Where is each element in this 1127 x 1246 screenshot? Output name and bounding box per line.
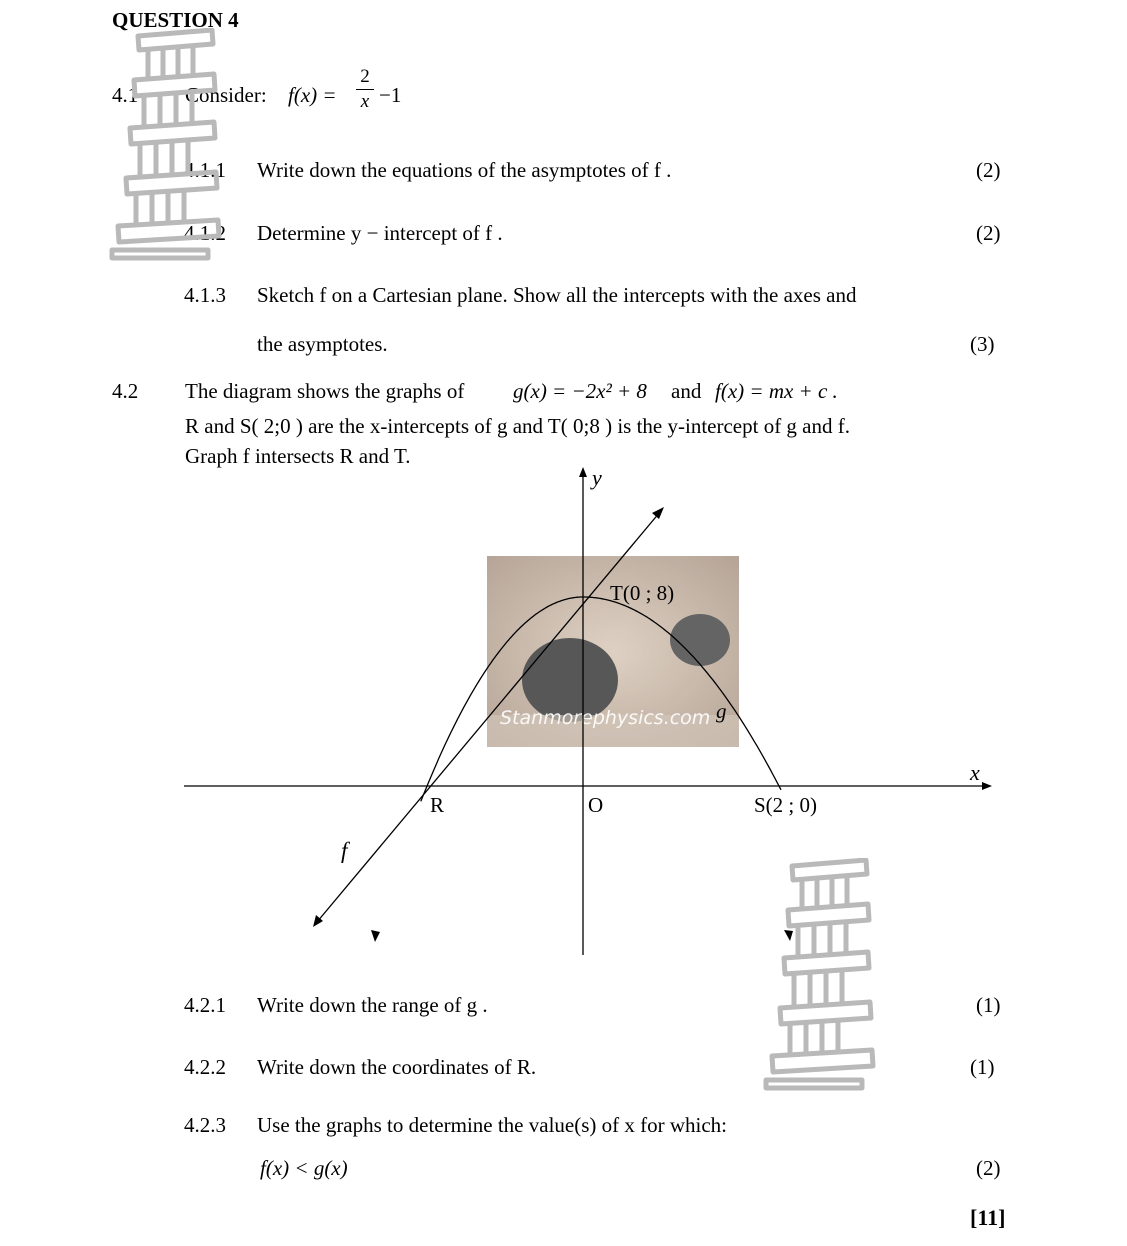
q42-line1-and: and xyxy=(671,379,702,403)
q412-number: 4.1.2 xyxy=(184,221,226,245)
q42-line1-g: g(x) = −2x² + 8 xyxy=(513,379,647,403)
q411-number: 4.1.1 xyxy=(184,158,226,182)
q41-func-rhs: −1 xyxy=(379,83,402,107)
q423-number: 4.2.3 xyxy=(184,1113,226,1137)
q42-line3: Graph f intersects R and T. xyxy=(185,444,411,468)
q422-number: 4.2.2 xyxy=(184,1055,226,1079)
q41-frac-den: x xyxy=(360,91,370,112)
q41-frac-num: 2 xyxy=(360,66,370,87)
label-O: O xyxy=(588,793,604,817)
question-title: QUESTION 4 xyxy=(112,8,239,32)
q413-text: Sketch f on a Cartesian plane. Show all the intercepts with the axes and xyxy=(257,283,857,307)
q412-text: Determine y − intercept of f . xyxy=(257,221,503,245)
label-f: f xyxy=(341,838,348,863)
q411-text: Write down the equations of the asymptotes of f . xyxy=(257,158,672,182)
q423-text: Use the graphs to determine the value(s) of x for which: xyxy=(257,1113,728,1137)
q423-marks: (2) xyxy=(976,1156,1001,1180)
line-f-top-arrow xyxy=(652,507,664,519)
q42-line1-a: The diagram shows the graphs of xyxy=(185,379,465,403)
q413-number: 4.1.3 xyxy=(184,283,226,307)
q41-number: 4.1 xyxy=(112,83,139,107)
q41-func-lhs: f(x) = xyxy=(288,83,337,107)
x-axis-arrow xyxy=(982,782,992,790)
watermark-text: Stanmorephysics.com xyxy=(500,707,711,729)
y-axis-arrow xyxy=(579,467,587,477)
q423-inequality: f(x) < g(x) xyxy=(260,1156,348,1180)
label-x: x xyxy=(970,760,980,785)
q412-marks: (2) xyxy=(976,221,1001,245)
label-R: R xyxy=(430,793,445,817)
label-y: y xyxy=(592,465,602,490)
label-g: g xyxy=(716,699,727,723)
question-total: [11] xyxy=(970,1205,1006,1230)
leaning-tower-icon xyxy=(762,858,887,1094)
label-S: S(2 ; 0) xyxy=(754,793,817,817)
q41-consider: Consider: xyxy=(185,83,267,107)
q421-marks: (1) xyxy=(976,993,1001,1017)
q413-marks: (3) xyxy=(970,332,995,356)
parabola-left-arrow xyxy=(371,930,380,942)
label-T: T(0 ; 8) xyxy=(610,581,675,605)
q422-text: Write down the coordinates of R. xyxy=(257,1055,537,1079)
q421-number: 4.2.1 xyxy=(184,993,226,1017)
q42-line1-f: f(x) = mx + c . xyxy=(715,379,838,403)
q411-marks: (2) xyxy=(976,158,1001,182)
q42-number: 4.2 xyxy=(112,379,139,403)
q421-text: Write down the range of g . xyxy=(257,993,488,1017)
leaning-tower-icon xyxy=(108,28,233,264)
q413-text-2: the asymptotes. xyxy=(257,332,388,356)
q422-marks: (1) xyxy=(970,1055,995,1079)
q42-line2: R and S( 2;0 ) are the x-intercepts of g and T( 0;8 ) is the y-intercept of g and f. xyxy=(185,414,850,438)
